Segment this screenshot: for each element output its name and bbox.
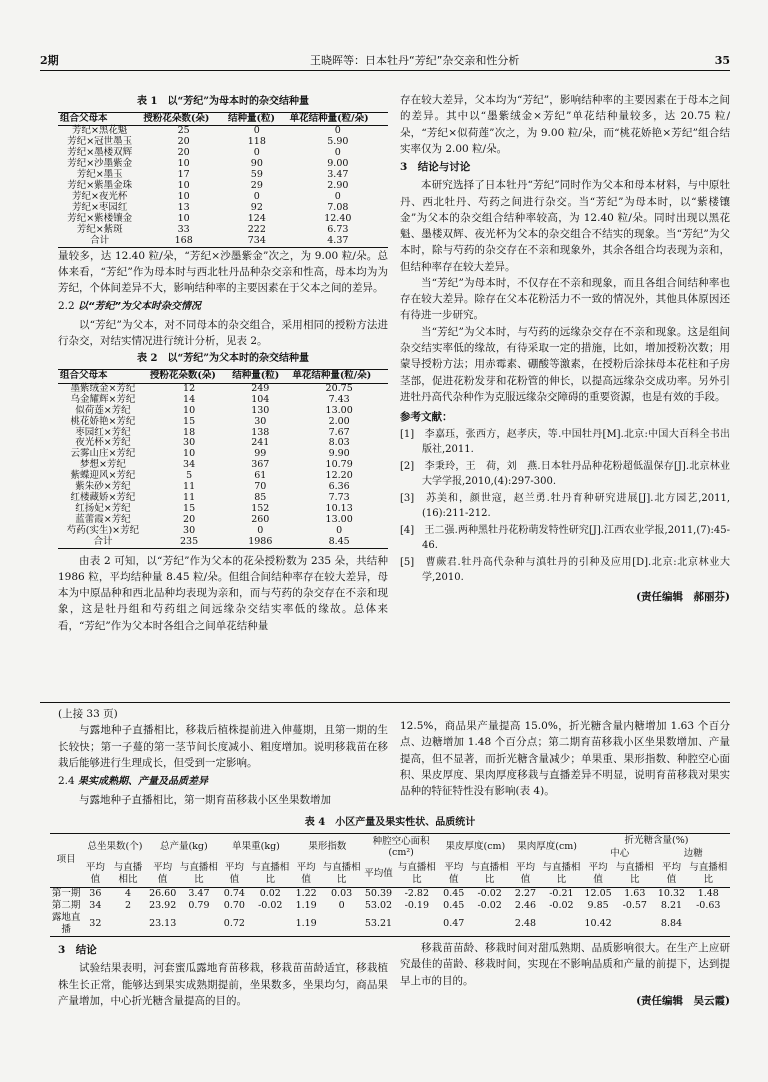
table4-sub-avg: 平均值 (364, 868, 393, 880)
section-2-4-heading (58, 773, 388, 790)
running-title: 王晓晖等：日本牡丹“芳纪”杂交亲和性分析 (310, 54, 520, 67)
section-2-2-title: 以“芳纪”为父本时杂交情况 (78, 301, 201, 313)
table4-cell: 23.13 (148, 912, 178, 936)
table1-caption: 表 1 以“芳纪”为母本时的杂交结种量 (137, 96, 309, 107)
table4-group-header: 果形指数 (308, 841, 347, 853)
table2-cell: 桃花娇艳×芳纪 (70, 415, 136, 427)
table2 (58, 369, 388, 549)
table1-cell: 20 (177, 136, 190, 148)
table4 (50, 833, 730, 937)
table1-cell: 118 (247, 136, 266, 148)
table2-cell: 20 (183, 513, 196, 525)
section-3-heading: 3 结论与讨论 (400, 161, 471, 174)
conclusion-para: 试验结果表明，河套蜜瓜露地育苗移栽，移栽苗苗龄适宜，移栽植株生长正常，能够达到果实成熟期提前，坐果数多，坐果均匀，商品果产量增加，中心折光糖含量提高的目的。 (58, 962, 388, 1007)
table4-sub-avg: 平均值 (661, 862, 681, 886)
table4-cell: 0.03 (331, 888, 353, 899)
table4-cell: 53.21 (363, 912, 394, 936)
table4-cell: 36 (89, 888, 102, 899)
table2-cell: 似荷莲×芳纪 (75, 404, 131, 416)
table2-cell: 紫朱砂×芳纪 (75, 481, 131, 493)
table1-cell: 0 (334, 190, 341, 202)
table4-cell: -0.02 (477, 888, 502, 899)
table4-row (50, 900, 730, 912)
table1-cell: 25 (177, 125, 190, 137)
table4-caption: 表 4 小区产量及果实性状、品质统计 (304, 817, 476, 828)
table1-cell: 0 (253, 125, 260, 137)
table4-cell (320, 912, 362, 936)
page-number: 35 (714, 54, 730, 67)
table2-cell: 红楼藏娇×芳纪 (70, 492, 136, 504)
table4-cell: 0.74 (223, 888, 245, 899)
table2-cell: 合计 (58, 537, 148, 548)
table4-cell (540, 912, 583, 936)
table1-col-header: 单花结种量(粒/朵) (288, 112, 388, 126)
table2-cell: 10.13 (325, 502, 353, 514)
table1-cell: 10 (177, 158, 190, 170)
table4-cell (178, 912, 220, 936)
table2-cell: 12.20 (325, 470, 353, 482)
table4-cell (108, 912, 147, 936)
table2-col-header: 结种量(粒) (230, 369, 290, 383)
section-2-2-number: 2.2 (58, 300, 75, 313)
table4-row (50, 888, 730, 900)
table2-cell: 30 (183, 437, 196, 449)
table4-cell: 9.85 (587, 899, 609, 911)
table4-cell: 4 (124, 888, 131, 899)
table2-cell: 紫蝶迎风×芳纪 (70, 470, 136, 482)
table2-row (58, 417, 388, 428)
table4-group-header: 单果重(kg) (232, 841, 280, 853)
lower-right-para-1: 12.5%，商品果产量提高 15.0%，折光糖含量内糖增加 1.63 个百分点、边糖增加 1.48 个百分点；第二期育苗移栽小区坐果数增加、产量提高，但不显著，而折光糖含量减少；单果重、果形指数、种腔空心面积、果皮厚度、果肉厚度移栽与直播差异不明显，说明育苗移栽对果实品种的特征特性没有影响(表 4)。 (400, 720, 730, 798)
table2-cell: 7.73 (328, 492, 350, 504)
table2-cell: 枣园红×芳纪 (75, 426, 131, 438)
table1-cell: 6.73 (327, 223, 349, 235)
table1-cell: 90 (250, 158, 263, 170)
table1-cell: 29 (250, 180, 263, 192)
table2-row (58, 406, 388, 417)
table4-sub-compare: 与直播相比 (251, 862, 290, 886)
table2-cell: 2.00 (328, 415, 350, 427)
table2-cell: 30 (254, 415, 267, 427)
table1-body (58, 126, 388, 247)
table1-cell: 10 (177, 180, 190, 192)
table2-cell: 芍药(实生)×芳纪 (66, 524, 140, 536)
table1-cell: 芳纪×墨楼双辉 (67, 147, 133, 159)
section-2-4-number: 2.4 (58, 775, 75, 788)
table4-cell (468, 912, 511, 936)
table4-item-header: 项目 (56, 854, 76, 866)
table2-cell: 138 (251, 426, 270, 438)
table4-row (50, 912, 730, 936)
left-column (58, 92, 388, 634)
table4-body (50, 888, 730, 937)
table4-sub-avg: 平均值 (588, 862, 608, 886)
table2-cell: 墨紫绒金×芳纪 (70, 382, 136, 394)
issue-number: 2期 (40, 54, 59, 67)
table1-cell: 4.37 (288, 236, 388, 247)
table2-cell: 260 (251, 513, 270, 525)
table2-cell: 8.45 (290, 537, 388, 548)
table1-cell: 10 (177, 190, 190, 202)
table1-row (58, 236, 388, 247)
right-para-3: 当“芳纪”为母本时，不仅存在不亲和现象，而且各组合间结种率也存在较大差异。除存在父本花粉活力不一致的情况外，其他具体原因还有待进一步研究。 (400, 276, 730, 322)
table2-cell: 云雾山庄×芳纪 (70, 448, 136, 460)
table2-cell: 7.67 (328, 426, 350, 438)
table1-col-header: 授粉花朵数(朵) (141, 112, 226, 126)
reference-item: [1] 李嘉珏，张西方，赵孝庆，等.中国牡丹[M].北京:中国大百科全书出版社,2011. (400, 429, 730, 456)
table4-cell: 26.60 (149, 888, 177, 899)
table1-cell: 124 (247, 212, 266, 224)
bottom-right-para: 移栽苗苗龄、移栽时间对甜瓜熟期、品质影响很大。在生产上应研究最佳的苗龄、移栽时间，实现在不影响品质和产量的前提下，达到提早上市的目的。 (400, 942, 730, 987)
table4-cell: 8.84 (656, 912, 686, 936)
reference-item: [3] 苏美和，颜世寇，赵兰勇.牡丹育种研究进展[J].北方园艺,2011,(16):211-212. (400, 493, 730, 520)
table2-cell: 蓝蕾霞×芳纪 (75, 513, 131, 525)
table4-cell: 0.02 (259, 888, 281, 899)
table4-cell: 0.70 (223, 899, 245, 911)
right-column (400, 92, 730, 606)
table2-caption: 表 2 以“芳纪”为父本时的杂交结种量 (137, 353, 309, 365)
table2-cell: 11 (183, 492, 196, 504)
table2-cell: 85 (254, 492, 267, 504)
table2-col-header: 授粉花朵数(朵) (148, 369, 230, 383)
table1-cell: 芳纪×黑花魁 (71, 125, 128, 137)
table4-block (50, 813, 730, 937)
table1-cell: 734 (226, 236, 288, 247)
table2-cell: 130 (251, 404, 270, 416)
lower-left-column (58, 706, 388, 808)
table2-cell: 241 (251, 437, 270, 449)
table2-header-row (58, 369, 388, 383)
table2-cell: 104 (251, 393, 270, 405)
reference-item: [4] 王二强.两种黑牡丹花粉萌发特性研究[J].江西农业学报,2011,(7):45-46. (400, 525, 730, 552)
table4-cell: 0.47 (439, 912, 468, 936)
table1-cell: 13 (177, 201, 190, 213)
table4-cell: -0.21 (549, 888, 574, 899)
table2-cell: 18 (183, 426, 196, 438)
table2-cell: 乌金耀辉×芳纪 (70, 393, 136, 405)
table4-cell: 1.19 (295, 899, 317, 911)
table1-header-row (58, 112, 388, 126)
table2-cell: 152 (251, 502, 270, 514)
table1-cell: 0 (253, 190, 260, 202)
table2-cell: 5 (186, 470, 193, 482)
table4-cell: 53.02 (364, 899, 393, 911)
table4-cell: -0.02 (258, 899, 283, 911)
table1-cell: 0 (334, 147, 341, 159)
table2-cell: 14 (183, 393, 196, 405)
table2-cell: 15 (183, 415, 196, 427)
table1-row (58, 225, 388, 236)
table2-cell: 20.75 (325, 382, 353, 394)
table4-cell: -0.63 (696, 899, 721, 911)
table4-sub-avg: 平均值 (224, 862, 244, 886)
table4-cell (613, 912, 656, 936)
table2-cell: 10.79 (325, 459, 353, 471)
table4-cell: 0.45 (443, 899, 465, 911)
table2-cell: 6.36 (328, 481, 350, 493)
table4-cell (687, 912, 730, 936)
table4-cell: 8.21 (660, 899, 683, 911)
table2-cell: 15 (183, 502, 196, 514)
left-para-1: 量较多，达 12.40 粒/朵，“芳纪×沙墨紫金”次之，为 9.00 粒/朵。总体来看，“芳纪”作为母本时与西北牡丹品种杂交亲和性高，母本均为为芳纪，个体间差异不大，影响结种率的主要因素在于父本之间的差异。 (58, 249, 388, 295)
table2-cell: 1986 (230, 537, 290, 548)
table2-col-header: 单花结种量(粒/朵) (290, 369, 388, 383)
table1-cell: 9.00 (327, 158, 349, 170)
table4-cell: 3.47 (188, 888, 210, 899)
table4-cell: 露地直播 (51, 911, 81, 935)
table4-sub-avg: 平均值 (444, 862, 464, 886)
table4-cell: 1.63 (624, 888, 646, 899)
table4-sub-avg: 平均值 (516, 862, 536, 886)
table2-body (58, 383, 388, 548)
right-para-1: 存在较大差异，父本均为“芳纪”，影响结种率的主要因素在于母本之间的差异。其中以“墨紫绒金×芳纪”单花结种量较多，达 20.75 粒/朵，“芳纪×似荷莲”次之，为 9.00 粒/朵，而“桃花娇艳×芳纪”组合结实率仅为 2.00 粒/朵。 (400, 94, 730, 155)
continued-from: (上接 33 页) (58, 708, 118, 720)
table4-cell: 2 (124, 899, 131, 911)
section-2-2-heading (58, 298, 388, 315)
table2-cell: 8.03 (328, 437, 350, 449)
table4-sub-avg: 平均值 (296, 862, 316, 886)
table1-cell: 222 (247, 223, 266, 235)
table2-cell: 30 (183, 524, 196, 536)
lower-right-column (400, 718, 730, 799)
references-heading: 参考文献： (400, 411, 453, 424)
table4-sub-compare: 与直播相比 (322, 862, 361, 886)
table4-sugar-subheader: 边糖 (683, 848, 703, 860)
table1 (58, 112, 388, 248)
table1-cell: 10 (177, 212, 190, 224)
table1-cell: 芳纪×冠世墨玉 (67, 136, 133, 148)
table1-cell: 92 (250, 201, 263, 213)
table1-cell: 0 (253, 147, 260, 159)
bottom-left-column (58, 940, 388, 1009)
table4-cell: 0.79 (188, 899, 210, 911)
table2-cell: 10 (183, 448, 196, 460)
section-divider (40, 702, 730, 703)
table4-cell: -0.02 (549, 899, 574, 911)
editor-note-1: (责任编辑 郝丽芬) (636, 591, 730, 604)
bottom-right-column (400, 940, 730, 1009)
references-list (400, 427, 730, 585)
table1-cell: 芳纪×枣园红 (71, 201, 128, 213)
table1-col-header: 组合父母本 (58, 112, 141, 126)
table4-cell (394, 912, 439, 936)
table4-cell: 50.39 (364, 888, 393, 899)
table1-cell: 168 (141, 236, 226, 247)
table2-cell: 61 (254, 470, 267, 482)
table2-cell: 梦想×芳纪 (79, 459, 126, 471)
table2-cell: 34 (183, 459, 196, 471)
table4-group-header: 折光糖含量(%) (624, 834, 689, 846)
table4-cell: 1.19 (292, 912, 321, 936)
table1-cell: 2.90 (327, 180, 349, 192)
table1-col-header: 结种量(粒) (226, 112, 288, 126)
table4-cell: 0.72 (220, 912, 249, 936)
table1-cell: 芳纪×夜光杯 (71, 190, 128, 202)
table2-cell: 9.90 (328, 448, 350, 460)
table4-sugar-subheader: 中心 (610, 848, 630, 860)
table2-cell: 红扬妃×芳纪 (75, 502, 131, 514)
table1-cell: 合计 (58, 236, 141, 247)
table4-group-header: 果皮厚度(cm) (445, 841, 506, 853)
section-2-4-title: 果实成熟期、产量及品质差异 (78, 776, 209, 788)
table4-cell: 23.92 (149, 899, 177, 911)
table4-cell: 第二期 (51, 899, 81, 911)
table2-cell: 夜光杯×芳纪 (75, 437, 131, 449)
table4-cell: 10.32 (657, 888, 686, 899)
reference-item: [2] 李秉玲，王 荷，刘 燕.日本牡丹品种花粉超低温保存[J].北京林业大学学报,2010,(4):297-300. (400, 461, 730, 488)
editor-note-2: (责任编辑 吴云霞) (636, 994, 730, 1007)
conclusion-heading: 3 结论 (58, 944, 97, 956)
table4-cell: 0.45 (443, 888, 465, 899)
table4-group-header: 总坐果数(个) (87, 841, 143, 853)
table2-cell: 10 (183, 404, 196, 416)
table4-cell: 10.42 (583, 912, 613, 936)
table4-cell: 2.27 (514, 888, 537, 899)
lower-left-para-2: 与露地种子直播相比，第一期育苗移栽小区坐果数增加 (79, 793, 331, 806)
table4-cell: -2.82 (404, 888, 430, 899)
table4-group-header: 种腔空心面积(cm²) (372, 835, 430, 859)
table4-sub-compare: 与直播相比 (397, 862, 436, 886)
table2-cell: 70 (254, 481, 267, 493)
table4-cell: -0.19 (404, 899, 430, 911)
table2-cell: 249 (251, 382, 270, 394)
table1-cell: 芳纪×沙墨紫金 (67, 158, 133, 170)
table1-cell: 7.08 (327, 201, 349, 213)
table4-sub-compare: 与直播相比 (615, 862, 654, 886)
table2-cell: 11 (183, 481, 196, 493)
table2-cell: 13.00 (325, 404, 353, 416)
table1-cell: 芳纪×紫楼镶金 (67, 212, 133, 224)
table4-sub-compare: 与直播相比 (470, 862, 509, 886)
table4-cell: -0.57 (622, 899, 647, 911)
table4-sub-compare: 与直播相比 (542, 862, 581, 886)
table4-sub-compare: 与直播相比 (113, 862, 143, 886)
table2-cell: 367 (251, 459, 270, 471)
table4-cell: 第一期 (51, 888, 81, 899)
table2-col-header: 组合父母本 (58, 369, 148, 383)
table1-cell: 20 (177, 147, 190, 159)
table1-cell: 芳纪×紫斑 (76, 223, 123, 235)
table2-cell: 0 (257, 524, 264, 536)
left-para-3: 由表 2 可知，以“芳纪”作为父本的花朵授粉数为 235 朵，共结种 1986 粒，平均结种量 8.45 粒/朵。但组合间结种率存在较大差异，母本为中原品种和西北品种均表现为亲和，而与芍药的杂交存在不亲和现象，这是牡丹组和芍药组之间远缘杂交结实率低的缘故。总体来看，“芳纪”作为父本时各组合之间单花结种量 (58, 554, 388, 632)
table1-cell: 3.47 (327, 169, 349, 181)
right-para-4: 当“芳纪”为父本时，与芍药的远缘杂交存在不亲和现象。这是组间杂交结实率低的缘故，有待采取一定的措施，比如，增加授粉次数；用蒙导授粉方法；用赤霉素、硼酸等激素，在授粉后涂抹母本花柱和子房茎部，促进花粉发芽和花粉管的伸长，以提高远缘杂交成功率。另外引进牡丹高代杂种作为克服远缘杂交障碍的重要资源，也是有效的手段。 (400, 325, 730, 403)
table2-row (58, 537, 388, 548)
table1-cell: 59 (250, 169, 263, 181)
table4-cell: -0.02 (477, 899, 502, 911)
table1-cell: 芳纪×紫墨金珠 (67, 180, 133, 192)
left-para-2: 以“芳纪”为父本，对不同母本的杂交组合，采用相同的授粉方法进行杂交，对结实情况进行统计分析，见表 2。 (58, 318, 388, 348)
table2-cell: 13.00 (325, 513, 353, 525)
table1-cell: 12.40 (324, 212, 352, 224)
table4-header-row-1 (50, 833, 730, 847)
table4-cell: 0 (338, 899, 345, 911)
table4-sub-compare: 与直播相比 (689, 862, 728, 886)
table2-cell: 99 (254, 448, 267, 460)
table2-cell: 12 (183, 382, 196, 394)
table4-header-row-3 (50, 861, 730, 887)
table1-cell: 0 (334, 125, 341, 137)
table4-cell: 12.05 (584, 888, 612, 899)
table1-cell: 17 (177, 169, 190, 181)
table2-cell: 235 (148, 537, 230, 548)
table4-cell: 2.46 (514, 899, 537, 911)
table4-group-header: 总产量(kg) (159, 841, 208, 853)
table4-sub-compare: 与直播相比 (179, 862, 218, 886)
table4-cell: 1.48 (697, 888, 719, 899)
table4-cell: 34 (89, 899, 102, 911)
table2-cell: 7.43 (328, 393, 350, 405)
table4-cell: 2.48 (511, 912, 540, 936)
lower-left-para-1: 与露地种子直播相比，移栽后植株提前进入伸蔓期，且第一期的生长较快；第一子蔓的第一茎节间长度减小、粗度增加。说明移栽苗在移栽后能够进行生理成长，但受到一定影响。 (58, 724, 388, 769)
running-header (40, 50, 730, 71)
table4-group-header: 果肉厚度(cm) (517, 841, 577, 853)
table1-cell: 芳纪×墨玉 (76, 169, 123, 181)
table4-sub-avg: 平均值 (153, 862, 173, 886)
table4-cell: 1.22 (295, 888, 317, 899)
table4-sub-avg: 平均值 (85, 862, 105, 886)
table1-cell: 5.90 (327, 136, 349, 148)
reference-item: [5] 曹蕨君.牡丹高代杂种与滇牡丹的引种及应用[D].北京:北京林业大学,2010. (400, 557, 730, 584)
table4-cell (249, 912, 292, 936)
table2-cell: 0 (336, 524, 343, 536)
table4-cell: 32 (82, 912, 108, 936)
table1-cell: 33 (177, 223, 190, 235)
right-para-2: 本研究选择了日本牡丹“芳纪”同时作为父本和母本材料，与中原牡丹、西北牡丹、芍药之间进行杂交。当“芳纪”为母本时，以“紫楼镶金”为父本的杂交组合结种率较高，为 12.40 粒/朵。同时出现以黑花魁、墨楼双辉、夜光杯为父本的杂交组合不结实的现象。当“芳纪”为父本时，除与芍药的杂交存在不亲和现象外，其余各组合均表现为亲和，但结种率存在较大差异。 (400, 179, 730, 273)
